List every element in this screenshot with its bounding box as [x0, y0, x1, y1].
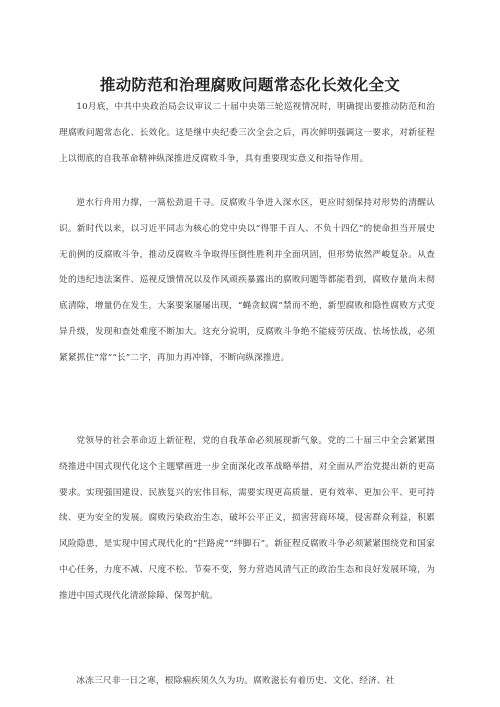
- body-paragraph: 10月底，中共中央政治局会议审议二十届中央第三轮巡视情况时，明确提出要推动防范和治理腐败问题常态化、长效化。这是继中央纪委三次全会之后，再次鲜明强调这一要求，对新征程上以彻底的自我革命精神纵深推进反腐败斗争，具有重要现实意义和指导作用。: [59, 102, 435, 164]
- body-paragraph: 冰冻三尺非一日之寒，根除痼疾须久久为功。腐败滋长有着历史、文化、经济、社: [76, 676, 395, 686]
- document-title: 推动防范和治理腐败问题常态化长效化全文: [99, 75, 401, 95]
- body-paragraph: 逆水行舟用力撑，一篙松劲退千寻。反腐败斗争进入深水区，更应时刻保持对形势的清醒认识。新时代以来，以习近平同志为核心的党中央以“得罪千百人、不负十四亿”的使命担当开展史无前例的反腐败斗争，推动反腐败斗争取得压倒性胜利并全面巩固，但形势依然严峻复杂。从查处的违纪违法案件、巡视反馈情况以及作风顽疾暴露出的腐败问题等都能看到，腐败存量尚未彻底清除，增量仍在发生，大案要案屡屡出现，“蝇贪蚁腐”禁而不绝，新型腐败和隐性腐败方式变异升级，发现和查处难度不断加大。这充分说明，反腐败斗争绝不能疲劳厌战、怯场怯战，必须紧紧抓住“常”“长”二字，再加力再冲锋，不断向纵深推进。: [59, 198, 435, 363]
- body-paragraph: 党领导的社会革命迈上新征程，党的自我革命必须展现新气象。党的二十届三中全会紧紧围绕推进中国式现代化这个主题擘画进一步全面深化改革战略举措，对全面从严治党提出新的更高要求。实现强国建设、民族复兴的宏伟目标，需要实现更高质量、更有效率、更加公平、更可持续、更为安全的发展。腐败污染政治生态，破坏公平正义，损害营商环境，侵害群众利益，积累风险隐患，是实现中国式现代化的“拦路虎”“绊脚石”。新征程反腐败斗争必须紧紧围绕党和国家中心任务，力度不减、尺度不松、节奏不变，努力营造风清气正的政治生态和良好发展环境，为推进中国式现代化清淤除障、保驾护航。: [59, 436, 435, 601]
